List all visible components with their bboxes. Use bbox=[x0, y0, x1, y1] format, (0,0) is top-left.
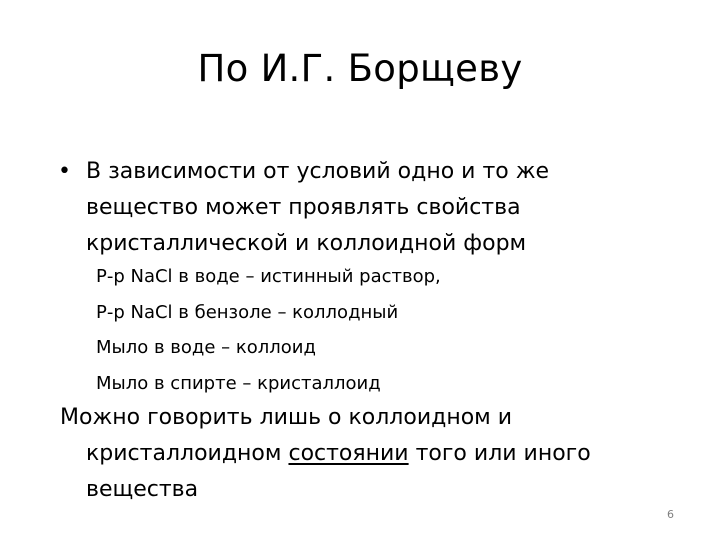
bullet-marker: • bbox=[58, 159, 71, 184]
slide-title: По И.Г. Борщеву bbox=[197, 47, 523, 90]
conclusion-paragraph bbox=[60, 400, 660, 508]
example-item-soap-alcohol: Мыло в спирте – кристаллоид bbox=[96, 372, 381, 394]
underlined-word: состоянии bbox=[288, 441, 409, 466]
examples-list bbox=[96, 259, 656, 401]
example-item-nacl-benzene: Р-р NaCl в бензоле – коллодный bbox=[96, 301, 399, 323]
example-item-soap-water: Мыло в воде – коллоид bbox=[96, 337, 316, 358]
conclusion-line-1: Можно говорить лишь о коллоидном и bbox=[60, 405, 513, 430]
conclusion-line-2-end: того или иного bbox=[408, 441, 591, 466]
slide-number: 6 bbox=[667, 508, 674, 521]
bullet-text bbox=[86, 154, 678, 262]
bullet-line-2: вещество может проявлять свойства bbox=[86, 195, 521, 220]
example-item-nacl-water: Р-р NaCl в воде – истинный раствор, bbox=[96, 266, 441, 287]
conclusion-line-2-start: кристаллоидном bbox=[86, 441, 289, 466]
main-bullet bbox=[58, 154, 678, 262]
bullet-line-1: В зависимости от условий одно и то же bbox=[86, 159, 550, 184]
bullet-line-3: кристаллической и коллоидной форм bbox=[86, 231, 527, 256]
conclusion-line-3: вещества bbox=[86, 477, 199, 502]
conclusion-line-2 bbox=[60, 436, 660, 472]
